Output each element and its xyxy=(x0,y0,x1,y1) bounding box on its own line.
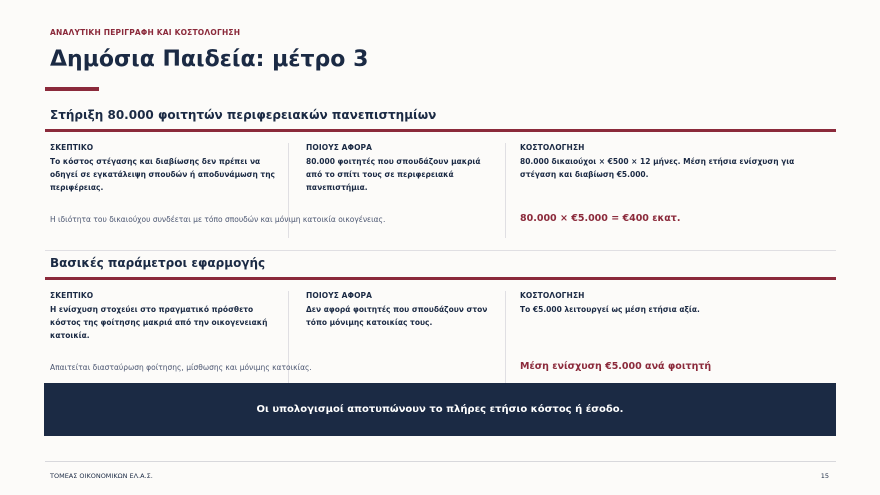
footer-divider xyxy=(45,461,836,462)
section-1-col-costing xyxy=(520,143,820,181)
section-2-col-costing xyxy=(520,291,820,316)
col-body-audience: Δεν αφορά φοιτητές που σπουδάζουν στον τόπο μόνιμης κατοικίας τους. xyxy=(306,305,488,327)
col-body-audience: 80.000 φοιτητές που σπουδάζουν μακριά από το σπίτι τους σε περιφερειακά πανεπιστήμια. xyxy=(306,157,481,192)
col-head-rationale: ΣΚΕΠΤΙΚΟ xyxy=(50,143,94,152)
section-1-note: Η ιδιότητα του δικαιούχου συνδέεται με τόπο σπουδών και μόνιμη κατοικία οικογένειας. xyxy=(50,215,386,224)
col-body-rationale: Το κόστος στέγασης και διαβίωσης δεν πρέπει να οδηγεί σε εγκατάλειψη σπουδών ή αποδυνάμωση της περιφέρειας. xyxy=(50,157,275,192)
col-head-audience: ΠΟΙΟΥΣ ΑΦΟΡΑ xyxy=(306,291,373,300)
section-2-col-audience xyxy=(306,291,496,329)
kicker: ΑΝΑΛΥΤΙΚΗ ΠΕΡΙΓΡΑΦΗ ΚΑΙ ΚΟΣΤΟΛΟΓΗΣΗ xyxy=(50,28,241,37)
summary-banner: Οι υπολογισμοί αποτυπώνουν το πλήρες ετήσιο κόστος ή έσοδο. xyxy=(44,383,836,436)
section-1-col-audience xyxy=(306,143,496,194)
section-1-divider-b xyxy=(505,143,506,238)
section-2-divider-b xyxy=(505,291,506,383)
page-title: Δημόσια Παιδεία: μέτρο 3 xyxy=(50,47,369,72)
section-2-title: Βασικές παράμετροι εφαρμογής xyxy=(50,256,266,270)
section-2-note: Απαιτείται διασταύρωση φοίτησης, μίσθωσης και μόνιμης κατοικίας. xyxy=(50,363,312,372)
col-head-costing: ΚΟΣΤΟΛΟΓΗΣΗ xyxy=(520,143,585,152)
col-head-rationale: ΣΚΕΠΤΙΚΟ xyxy=(50,291,94,300)
col-body-rationale: Η ενίσχυση στοχεύει στο πραγματικό πρόσθετο κόστος της φοίτησης μακριά από την οικογενειακή κατοικία. xyxy=(50,305,268,340)
page-number: 15 xyxy=(820,472,829,480)
section-1-result: 80.000 × €5.000 = €400 εκατ. xyxy=(520,213,681,224)
section-1-rule xyxy=(45,129,836,132)
section-1-bottom-line xyxy=(45,250,836,251)
footer-organization: ΤΟΜΕΑΣ ΟΙΚΟΝΟΜΙΚΩΝ ΕΛ.Α.Σ. xyxy=(50,472,153,480)
section-1-col-rationale xyxy=(50,143,275,194)
col-head-costing: ΚΟΣΤΟΛΟΓΗΣΗ xyxy=(520,291,585,300)
title-accent-bar xyxy=(45,87,99,91)
section-2-col-rationale xyxy=(50,291,275,342)
col-head-audience: ΠΟΙΟΥΣ ΑΦΟΡΑ xyxy=(306,143,373,152)
col-body-costing: Το €5.000 λειτουργεί ως μέση ετήσια αξία. xyxy=(520,305,700,314)
section-2-result: Μέση ενίσχυση €5.000 ανά φοιτητή xyxy=(520,361,712,372)
col-body-costing: 80.000 δικαιούχοι × €500 × 12 μήνες. Μέση ετήσια ενίσχυση για στέγαση και διαβίωση €5.000. xyxy=(520,157,795,179)
section-2-rule xyxy=(45,277,836,280)
section-1-title: Στήριξη 80.000 φοιτητών περιφερειακών πανεπιστημίων xyxy=(50,108,437,122)
